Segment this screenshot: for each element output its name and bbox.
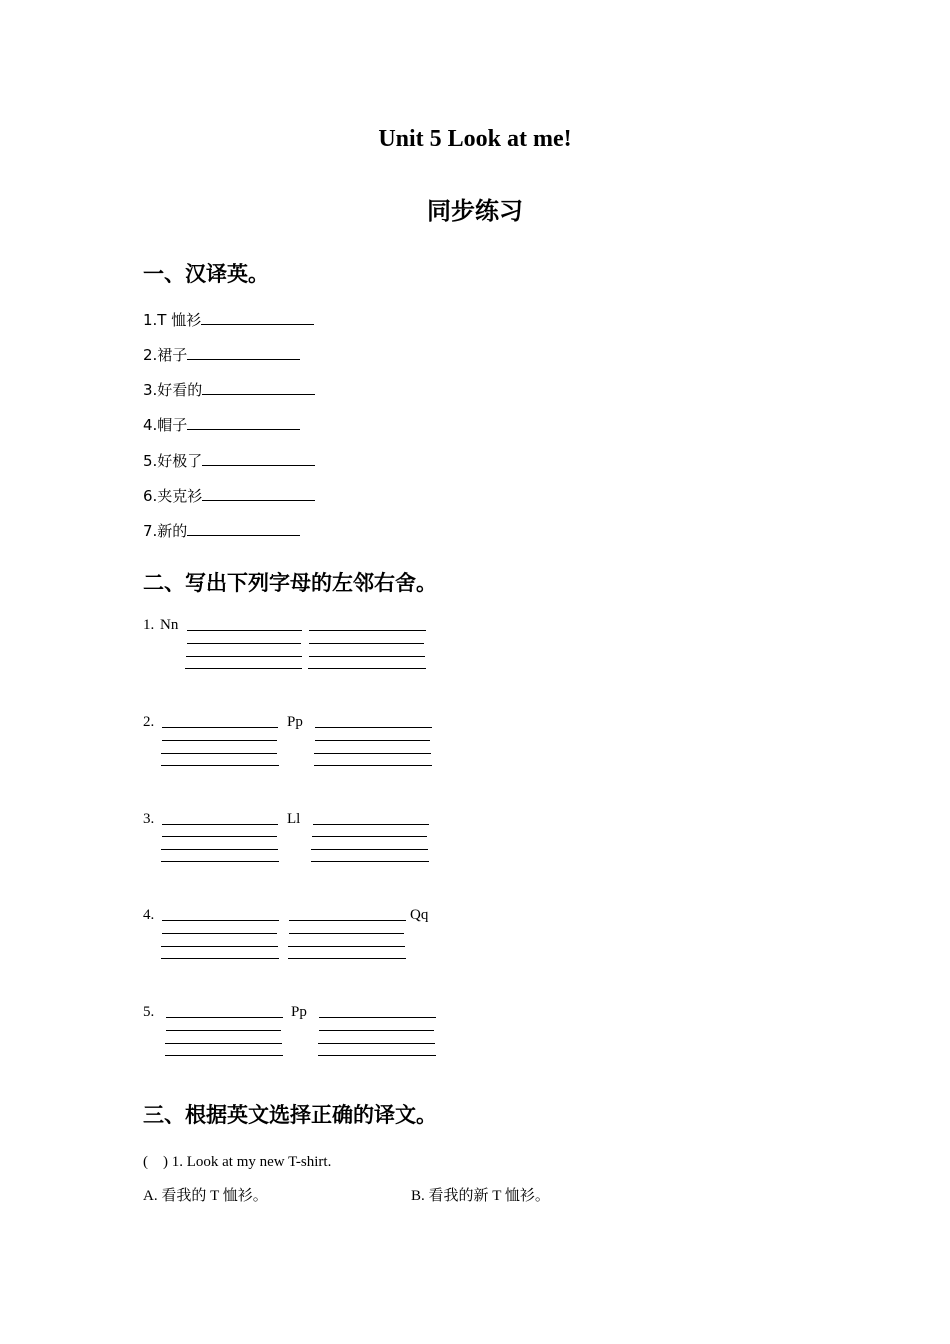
guide-line — [162, 740, 277, 741]
section-3-heading: 三、根据英文选择正确的译文。 — [143, 1103, 437, 1127]
guide-line — [315, 740, 430, 741]
vocab-item-4 — [143, 415, 300, 435]
guide-line — [314, 765, 432, 766]
guide-line — [288, 946, 405, 947]
guide-line — [162, 836, 277, 837]
answer-line[interactable] — [187, 630, 302, 631]
answer-line[interactable] — [166, 1017, 283, 1018]
guide-line — [186, 656, 302, 657]
answer-blank[interactable] — [202, 486, 315, 501]
answer-line[interactable] — [313, 824, 429, 825]
vocab-prompt: 1.T 恤衫 — [143, 311, 202, 329]
answer-line[interactable] — [315, 727, 432, 728]
guide-line — [309, 643, 424, 644]
answer-line[interactable] — [162, 920, 279, 921]
guide-line — [311, 861, 429, 862]
vocab-prompt: 6.夹克衫 — [143, 487, 203, 505]
answer-blank[interactable] — [187, 345, 300, 360]
guide-line — [314, 753, 431, 754]
exercise-letter: Pp — [287, 714, 303, 730]
guide-line — [309, 656, 425, 657]
exercise-number: 2. — [143, 714, 155, 730]
guide-line — [165, 1043, 282, 1044]
guide-line — [289, 933, 404, 934]
answer-line[interactable] — [319, 1017, 436, 1018]
exercise-letter: Ll — [287, 811, 301, 827]
guide-line — [161, 765, 279, 766]
vocab-item-3 — [143, 380, 315, 400]
vocab-prompt: 4.帽子 — [143, 416, 188, 434]
exercise-letter: Pp — [291, 1004, 307, 1020]
guide-line — [166, 1030, 281, 1031]
exercise-number: 1. — [143, 617, 155, 633]
guide-line — [318, 1043, 435, 1044]
guide-line — [161, 753, 277, 754]
guide-line — [161, 861, 279, 862]
guide-line — [187, 643, 301, 644]
guide-line — [312, 836, 427, 837]
guide-line — [161, 958, 279, 959]
guide-line — [318, 1055, 436, 1056]
answer-line[interactable] — [309, 630, 426, 631]
vocab-item-1 — [143, 310, 314, 330]
vocab-item-5 — [143, 451, 315, 471]
vocab-prompt: 5.好极了 — [143, 452, 203, 470]
guide-line — [161, 946, 278, 947]
guide-line — [288, 958, 406, 959]
answer-blank[interactable] — [187, 415, 300, 430]
vocab-prompt: 3.好看的 — [143, 381, 203, 399]
vocab-prompt: 7.新的 — [143, 522, 188, 540]
exercise-number: 3. — [143, 811, 155, 827]
exercise-letter: Qq — [410, 907, 429, 923]
vocab-item-2 — [143, 345, 300, 365]
answer-blank[interactable] — [202, 451, 315, 466]
guide-line — [308, 668, 426, 669]
section-1-heading: 一、汉译英。 — [143, 262, 269, 286]
vocab-prompt: 2.裙子 — [143, 346, 188, 364]
section-2-heading: 二、写出下列字母的左邻右舍。 — [143, 571, 437, 595]
guide-line — [162, 933, 277, 934]
page-subtitle: 同步练习 — [427, 197, 523, 225]
guide-line — [161, 849, 278, 850]
guide-line — [311, 849, 428, 850]
answer-blank[interactable] — [202, 380, 315, 395]
guide-line — [319, 1030, 434, 1031]
answer-blank[interactable] — [201, 310, 314, 325]
vocab-item-7 — [143, 521, 300, 541]
exercise-letter: Nn — [160, 617, 179, 633]
question-1: ( ) 1. Look at my new T-shirt. — [143, 1154, 332, 1170]
guide-line — [185, 668, 302, 669]
option-b[interactable]: B. 看我的新 T 恤衫。 — [411, 1188, 550, 1204]
option-a[interactable]: A. 看我的 T 恤衫。 — [143, 1188, 268, 1204]
answer-blank[interactable] — [187, 521, 300, 536]
answer-line[interactable] — [162, 824, 278, 825]
page-title: Unit 5 Look at me! — [378, 126, 572, 152]
vocab-item-6 — [143, 486, 315, 506]
exercise-number: 4. — [143, 907, 155, 923]
exercise-number: 5. — [143, 1004, 155, 1020]
answer-line[interactable] — [289, 920, 406, 921]
guide-line — [165, 1055, 283, 1056]
answer-line[interactable] — [162, 727, 278, 728]
